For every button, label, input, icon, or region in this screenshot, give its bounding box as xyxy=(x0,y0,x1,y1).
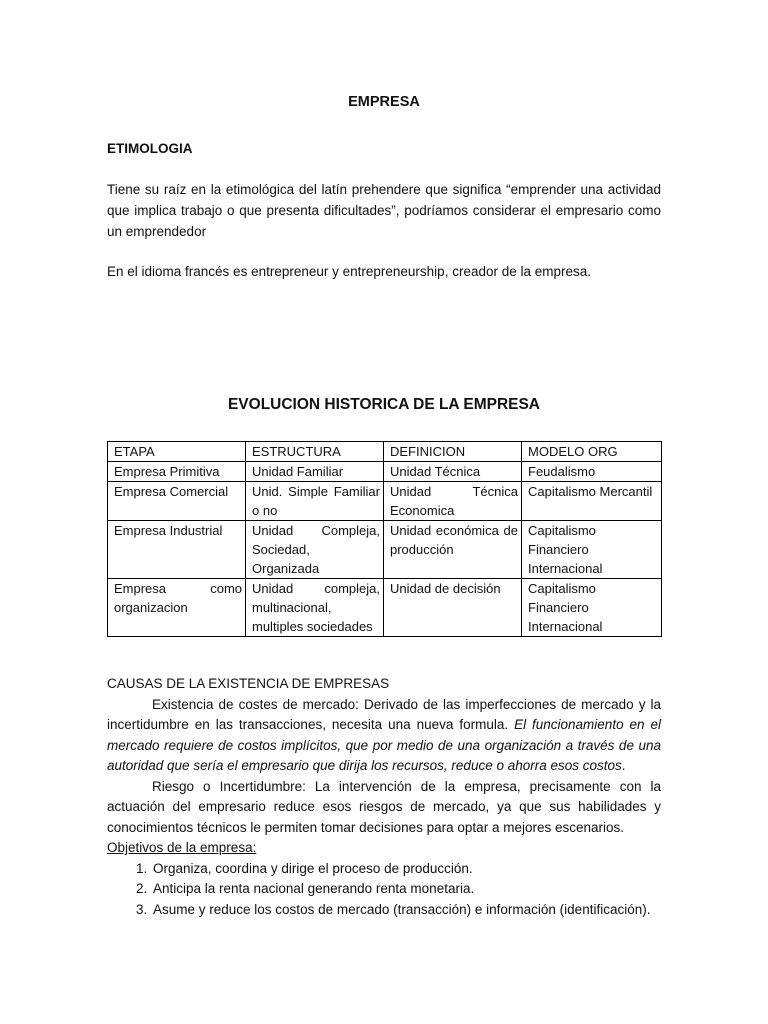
header-estructura: ESTRUCTURA xyxy=(246,442,384,462)
header-modelo-org: MODELO ORG xyxy=(522,442,662,462)
list-item: 2. Anticipa la renta nacional generando renta monetaria. xyxy=(151,879,661,900)
table-row xyxy=(108,579,662,637)
table-cell: Unidad Técnica xyxy=(384,462,522,482)
table-row xyxy=(108,462,662,482)
document-title: EMPRESA xyxy=(348,94,420,110)
table-cell: Empresa Comercial xyxy=(108,482,246,521)
causas-heading: CAUSAS DE LA EXISTENCIA DE EMPRESAS xyxy=(107,676,390,691)
costes-text: Existencia de costes de mercado: Derivado de las imperfecciones de mercado y la incertidumbre en las transacciones, necesita una nueva formula. xyxy=(107,696,661,732)
table-cell: Capitalismo Financiero Internacional xyxy=(522,521,662,579)
objetivos-list xyxy=(107,859,661,921)
objetivos-heading: Objetivos de la empresa: xyxy=(107,840,257,855)
costes-paragraph xyxy=(107,695,661,777)
table-cell: Feudalismo xyxy=(522,462,662,482)
frances-paragraph: En el idioma francés es entrepreneur y entrepreneurship, creador de la empresa. xyxy=(107,264,592,279)
table-header-row xyxy=(108,442,662,462)
table-cell: Empresa Primitiva xyxy=(108,462,246,482)
table-cell: Unidad Compleja, Sociedad, Organizada xyxy=(246,521,384,579)
table-cell: Unidad compleja, multinacional, multiples sociedades xyxy=(246,579,384,637)
table-cell: Empresa Industrial xyxy=(108,521,246,579)
table-cell: Empresa como organizacion xyxy=(108,579,246,637)
costes-end: . xyxy=(621,758,626,773)
evolucion-table xyxy=(107,441,662,637)
list-item: 3. Asume y reduce los costos de mercado (transacción) e información (identificación). xyxy=(151,900,661,921)
header-etapa: ETAPA xyxy=(108,442,246,462)
table-row xyxy=(108,521,662,579)
etimologia-paragraph: Tiene su raíz en la etimológica del latín prehendere que significa “emprender una actividad que implica trabajo o que presenta dificultades”, podríamos considerar el empresario como un emprendedor xyxy=(107,182,661,239)
table-cell: Unidad económica de producción xyxy=(384,521,522,579)
header-definicion: DEFINICION xyxy=(384,442,522,462)
table-cell: Unidad de decisión xyxy=(384,579,522,637)
etimologia-heading: ETIMOLOGIA xyxy=(107,141,193,156)
table-cell: Capitalismo Financiero Internacional xyxy=(522,579,662,637)
table-cell: Unidad Familiar xyxy=(246,462,384,482)
causas-section xyxy=(107,674,661,920)
table-cell: Unidad Técnica Economica xyxy=(384,482,522,521)
table-cell: Unid. Simple Familiar o no xyxy=(246,482,384,521)
table-row xyxy=(108,482,662,521)
list-item: 1. Organiza, coordina y dirige el proceso de producción. xyxy=(151,859,661,880)
table-cell: Capitalismo Mercantil xyxy=(522,482,662,521)
costes-italic-text: El funcionamiento en el mercado requiere de costos implícitos, que por medio de una organización a través de una autoridad que sería el empresario que dirija los recursos, reduce o ahorra esos costos xyxy=(107,717,661,773)
riesgo-paragraph: Riesgo o Incertidumbre: La intervención de la empresa, precisamente con la actuación del empresario reduce esos riesgos de mercado, ya que sus habilidades y conocimientos técnicos le permiten tomar decisiones para optar a mejores escenarios. xyxy=(107,778,661,835)
evolucion-heading: EVOLUCION HISTORICA DE LA EMPRESA xyxy=(227,396,541,413)
